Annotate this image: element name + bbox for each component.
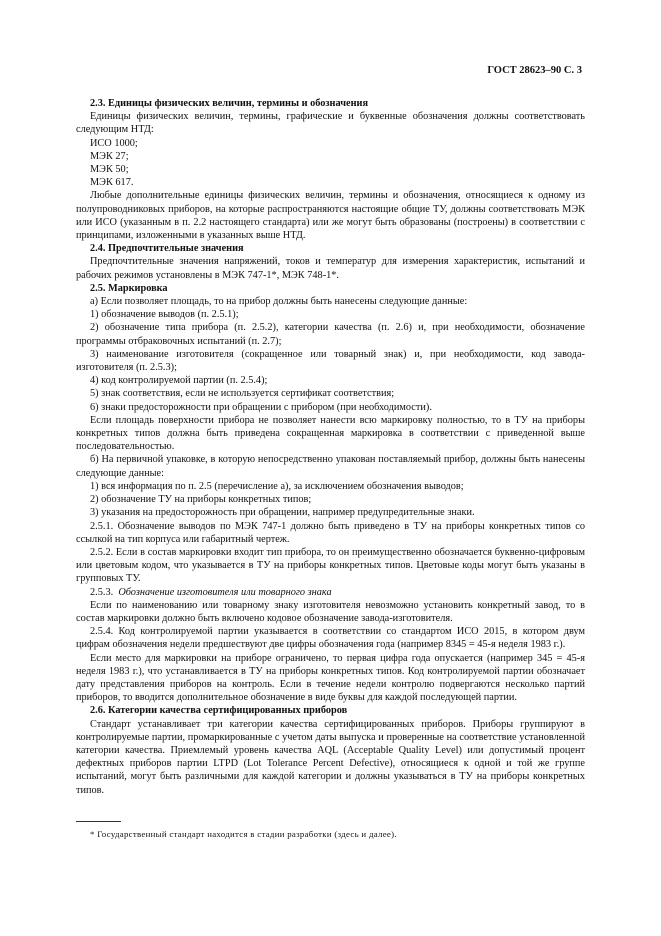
marking-list-a-intro: а) Если позволяет площадь, то на прибор должны быть нанесены следующие данные: [90, 296, 468, 308]
marking-item: 4) код контролируемой партии (п. 2.5.4); [90, 375, 268, 387]
package-item: 1) вся информация по п. 2.5 (перечисление а), за исключением обозначения выводов; [90, 480, 464, 492]
document-body [76, 97, 585, 797]
page-header: ГОСТ 28623–90 С. 3 [487, 65, 582, 76]
marking-list-b-intro: б) На первичной упаковке, в которую непосредственно упакован поставляемый прибор, должны быть нанесены следующие данные: [76, 454, 585, 479]
section-2-5-heading: 2.5. Маркировка [90, 282, 168, 294]
clause-2-5-3: Если по наименованию или товарному знаку изготовителя невозможно установить конкретный завод, то в состав маркировки должно быть включено кодовое обозначение завода-изготовителя. [76, 599, 585, 624]
package-item: 3) указания на предосторожность при обращении, например предупредительные знаки. [90, 507, 475, 519]
clause-2-5-3-number: 2.5.3. [90, 586, 114, 598]
clause-2-5-1: 2.5.1. Обозначение выводов по МЭК 747-1 должно быть приведено в ТУ на приборы конкретных типов со ссылкой на тип корпуса или габаритный чертеж. [76, 520, 585, 545]
marking-item: 5) знак соответствия, если не используется сертификат соответствия; [90, 388, 395, 400]
clause-2-5-2: 2.5.2. Если в состав маркировки входит тип прибора, то он преимущественно обозначается буквенно-цифровым или цветовым кодом, что указывается в ТУ на приборы конкретных типов. Цветовые коды могут быть указаны в групповых ТУ. [76, 546, 585, 585]
section-2-4-heading: 2.4. Предпочтительные значения [90, 243, 244, 255]
section-2-4-paragraph: Предпочтительные значения напряжений, токов и температур для измерения характеристик, испытаний и рабочих режимов установлены в МЭК 747-1*, МЭК 748-1*. [76, 256, 585, 281]
footnote-divider [76, 821, 121, 822]
ntd-item: МЭК 27; [90, 150, 129, 162]
section-2-3-paragraph: Любые дополнительные единицы физических величин, термины и обозначения, относящиеся к одному из полупроводниковых приборов, на которые распространяются настоящие общие ТУ, должны соответствовать МЭК или ИСО (указанным в п. 2.2 настоящего стандарта) или же могут быть образованы (построены) в соответствии с принципами, изложенными в указанных выше НТД. [76, 190, 585, 242]
package-item: 2) обозначение ТУ на приборы конкретных типов; [90, 494, 312, 506]
section-2-6-paragraph: Стандарт устанавливает три категории качества сертифицированных приборов. Приборы группируют в контролируемые партии, промаркированные с учетом даты выпуска и проверенные на соответствие установленной категории качества. Приемлемый уровень качества AQL (Acceptable Quality Level) или допустимый процент дефектных приборов партии LTPD (Lot Tolerance Percent Defective), относящиеся к одной и той же группе испытаний, могут быть различными для каждой категории и должны указываться в ТУ на приборы конкретных типов. [76, 718, 585, 796]
clause-2-5-3-heading [76, 586, 585, 599]
section-2-3-intro: Единицы физических величин, термины, графические и буквенные обозначения должны соответствовать следующим НТД: [76, 111, 585, 136]
marking-item: 1) обозначение выводов (п. 2.5.1); [90, 309, 239, 321]
ntd-item: МЭК 50; [90, 164, 129, 176]
marking-area-paragraph: Если площадь поверхности прибора не позволяет нанести всю маркировку полностью, то в ТУ на приборы конкретных типов должна быть приведена сокращенная маркировка в соответствии с приведенной выше последовательностью. [76, 414, 585, 453]
section-2-3-heading: 2.3. Единицы физических величин, термины и обозначения [90, 98, 369, 109]
ntd-item: МЭК 617. [90, 177, 134, 189]
clause-2-5-4-continued: Если место для маркировки на приборе ограничено, то первая цифра года опускается (например 345 = 45-я неделя 1983 г.), что устанавливается в ТУ на приборы конкретных типов. Код контролируемой партии обозначает дату представления приборов на контроль. Если в течение недели контролю подвергаются несколько партий приборов, то вводится дополнительное обозначение в виде буквы для каждой последующей партии. [76, 652, 585, 704]
marking-item: 2) обозначение типа прибора (п. 2.5.2), категории качества (п. 2.6) и, при необходимости, обозначение программы отбраковочных испытаний (п. 2.7); [76, 322, 585, 347]
clause-2-5-3-title: Обозначение изготовителя или товарного знака [118, 586, 332, 598]
section-2-6-heading: 2.6. Категории качества сертифицированных приборов [90, 705, 348, 717]
footnote: * Государственный стандарт находится в стадии разработки (здесь и далее). [90, 829, 397, 839]
ntd-item: ИСО 1000; [90, 137, 138, 149]
marking-item: 3) наименование изготовителя (сокращенное или товарный знак) и, при необходимости, код завода-изготовителя (п. 2.5.3); [76, 348, 585, 374]
marking-item: 6) знаки предосторожности при обращении с прибором (при необходимости). [90, 401, 432, 413]
clause-2-5-4: 2.5.4. Код контролируемой партии указывается в соответствии со стандартом ИСО 2015, в котором двум цифрам обозначения недели предшествуют две цифры обозначения года (например 8345 = 45-я неделя 1983 г.). [76, 626, 585, 651]
